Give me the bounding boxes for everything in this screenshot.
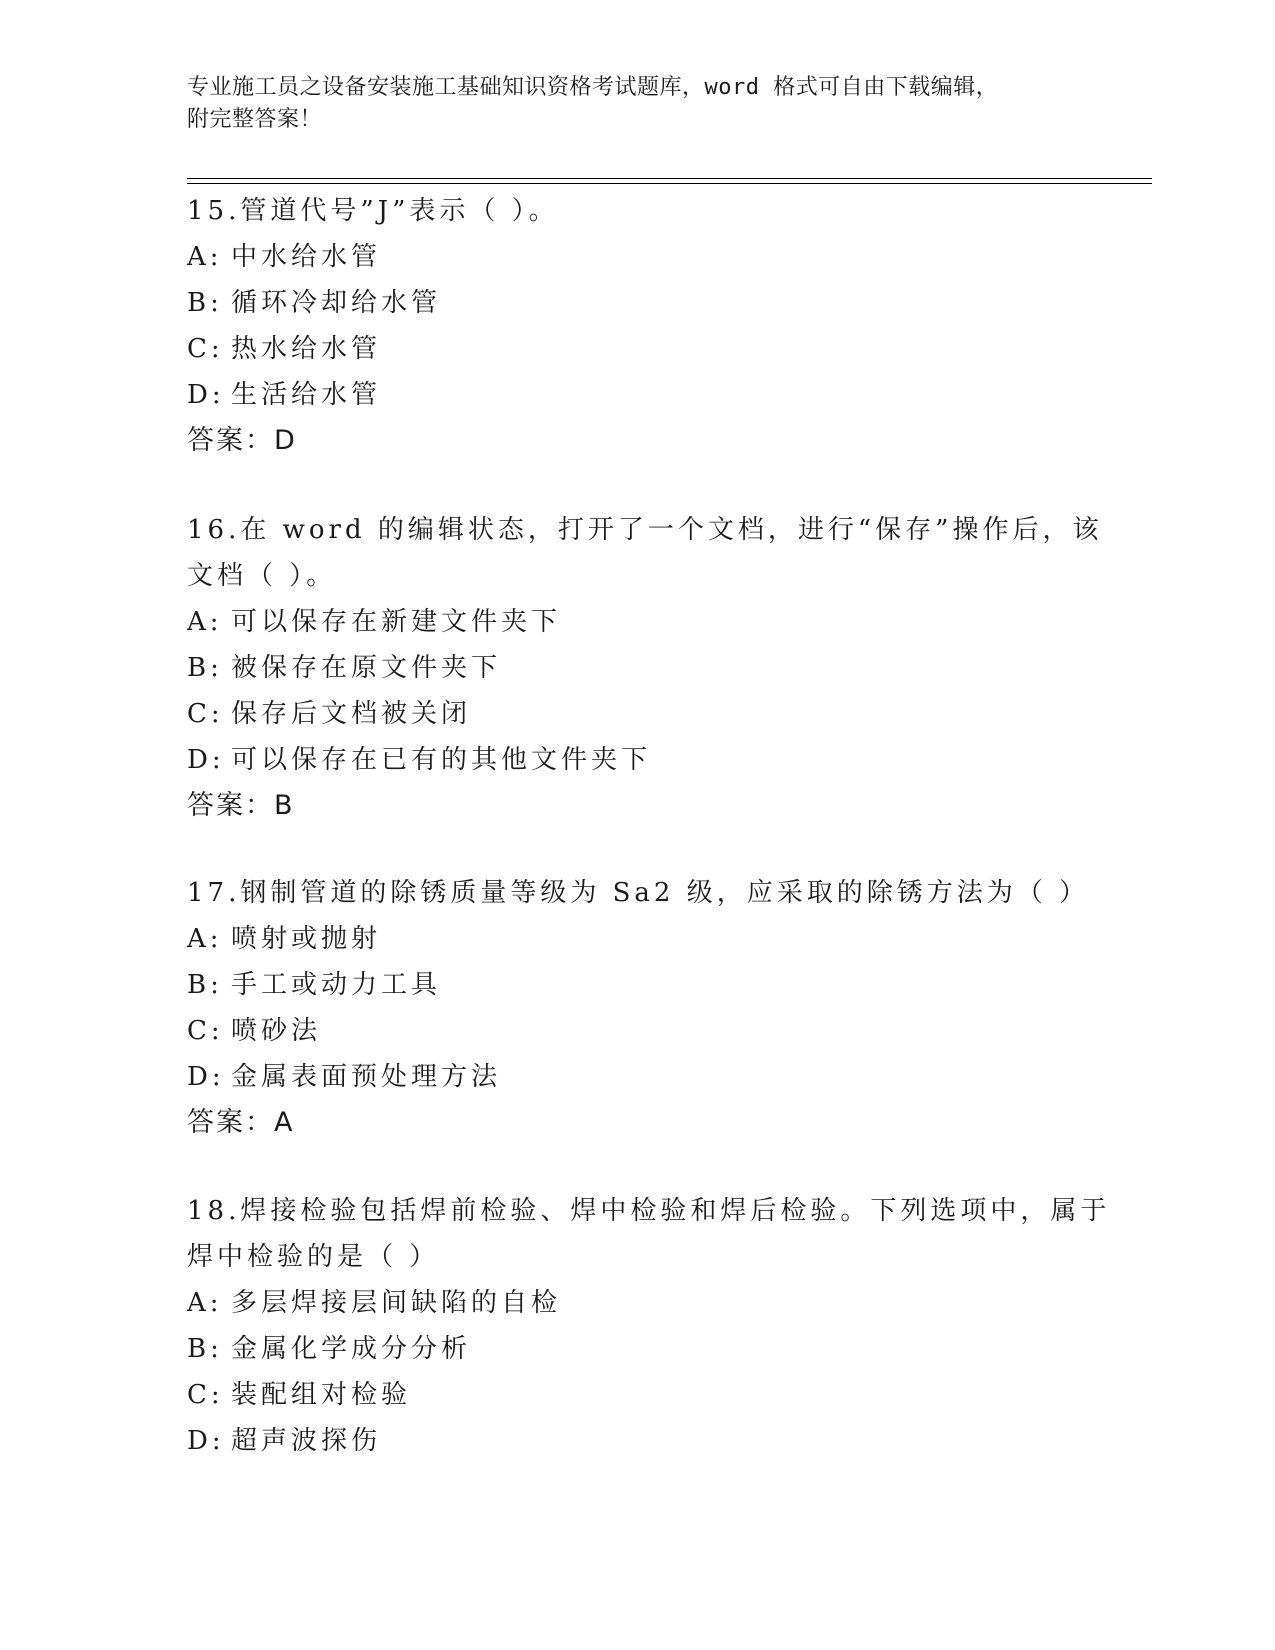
- option-key: D:: [187, 1062, 225, 1092]
- option-text: 被保存在原文件夹下: [231, 653, 502, 683]
- option-a: [187, 916, 1087, 962]
- question-stem: 16.在 word 的编辑状态，打开了一个文档，进行“保存”操作后，该: [187, 515, 1103, 545]
- option-key: B:: [187, 653, 223, 683]
- question-stem: 17.钢制管道的除锈质量等级为 Sa2 级，应采取的除锈方法为（ ）: [187, 878, 1089, 908]
- header-line-1: 专业施工员之设备安装施工基础知识资格考试题库，word 格式可自由下载编辑，: [187, 75, 999, 100]
- option-key: B:: [187, 970, 223, 1000]
- question-stem: 15.管道代号”J”表示（ ）。: [187, 196, 559, 226]
- option-text: 金属表面预处理方法: [231, 1062, 502, 1092]
- option-c: [187, 1008, 1087, 1054]
- option-text: 超声波探伤: [231, 1426, 382, 1456]
- option-key: A:: [187, 924, 223, 954]
- option-b: [187, 962, 1087, 1008]
- option-text: 热水给水管: [231, 334, 382, 364]
- question-stem-continued: 文档（ ）。: [187, 561, 337, 591]
- option-text: 可以保存在已有的其他文件夹下: [231, 745, 652, 775]
- option-key: C:: [187, 334, 224, 364]
- option-a: [187, 599, 1087, 645]
- option-key: D:: [187, 745, 225, 775]
- option-b: [187, 280, 1087, 326]
- option-c: [187, 1372, 1087, 1418]
- header-divider-bottom: [187, 183, 1152, 184]
- answer: 答案：B: [187, 790, 295, 821]
- question-18: [187, 1188, 1111, 1464]
- option-b: [187, 645, 1087, 691]
- option-text: 喷砂法: [231, 1016, 322, 1046]
- option-key: D:: [187, 380, 225, 410]
- option-b: [187, 1326, 1087, 1372]
- option-c: [187, 326, 1087, 372]
- option-a: [187, 1280, 1087, 1326]
- option-key: A:: [187, 607, 223, 637]
- option-key: D:: [187, 1426, 225, 1456]
- option-key: C:: [187, 699, 224, 729]
- question-17: [187, 870, 1087, 1146]
- option-text: 装配组对检验: [231, 1380, 412, 1410]
- option-text: 保存后文档被关闭: [231, 699, 472, 729]
- option-key: B:: [187, 288, 223, 318]
- option-text: 多层焊接层间缺陷的自检: [231, 1288, 562, 1318]
- option-text: 喷射或抛射: [231, 924, 382, 954]
- document-header: [187, 72, 1067, 136]
- option-d: [187, 737, 1087, 783]
- option-c: [187, 691, 1087, 737]
- question-stem: 18.焊接检验包括焊前检验、焊中检验和焊后检验。下列选项中，属于: [187, 1196, 1111, 1226]
- option-text: 手工或动力工具: [231, 970, 442, 1000]
- option-text: 中水给水管: [231, 242, 382, 272]
- answer: 答案：A: [187, 1107, 295, 1138]
- option-d: [187, 1054, 1087, 1100]
- option-key: C:: [187, 1016, 224, 1046]
- option-text: 可以保存在新建文件夹下: [231, 607, 562, 637]
- header-divider-top: [187, 178, 1152, 179]
- option-key: C:: [187, 1380, 224, 1410]
- option-d: [187, 1418, 1087, 1464]
- option-key: B:: [187, 1334, 223, 1364]
- option-text: 循环冷却给水管: [231, 288, 442, 318]
- option-d: [187, 372, 1087, 418]
- question-16: [187, 507, 1103, 829]
- header-line-2: 附完整答案！: [187, 107, 323, 132]
- question-15: [187, 188, 1087, 464]
- option-key: A:: [187, 1288, 223, 1318]
- question-stem-continued: 焊中检验的是（ ）: [187, 1242, 440, 1272]
- option-text: 生活给水管: [231, 380, 382, 410]
- option-key: A:: [187, 242, 223, 272]
- option-a: [187, 234, 1087, 280]
- option-text: 金属化学成分分析: [231, 1334, 472, 1364]
- answer: 答案：D: [187, 425, 297, 456]
